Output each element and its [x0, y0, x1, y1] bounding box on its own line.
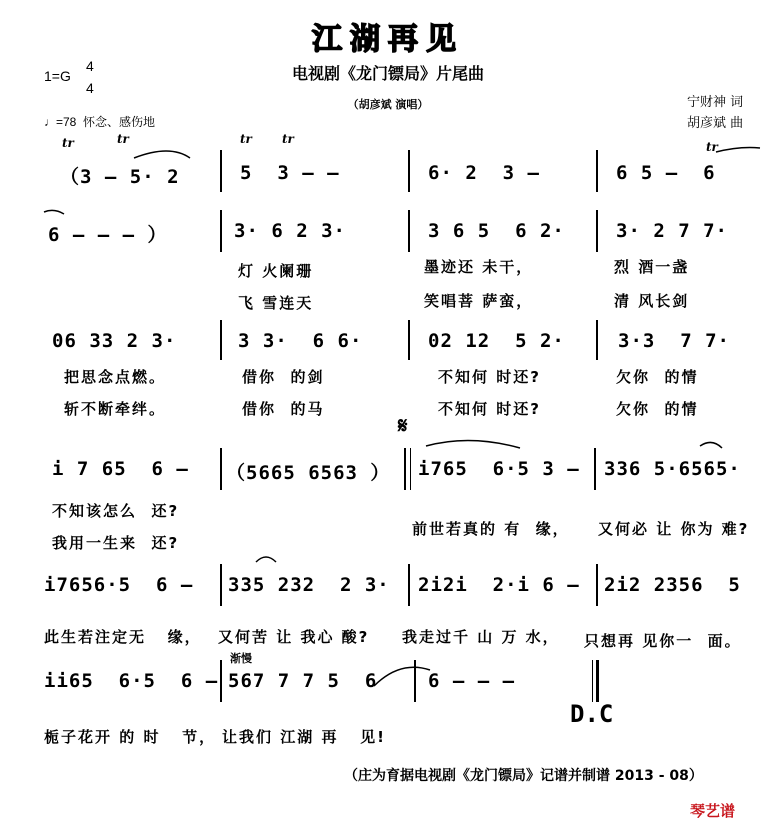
song-subtitle: 电视剧《龙门镖局》片尾曲	[291, 64, 484, 83]
measure-notes: 6 – – – ）	[48, 224, 168, 246]
measure-notes: 567 7 7 5 6	[228, 670, 378, 692]
trill-mark: tr	[706, 140, 718, 154]
lyric-line: 把思念点燃。	[64, 368, 167, 386]
composer-credit: 胡彦斌 曲	[687, 116, 744, 131]
time-signature-bottom: 4	[86, 80, 94, 96]
lyric-line: 不知该怎么 还?	[52, 502, 180, 520]
measure-notes: （3 – 5· 2	[60, 166, 180, 188]
measure-notes: ii65 6·5 6 –	[44, 670, 219, 692]
measure-notes: 3· 2 7 7·	[616, 220, 728, 242]
site-logo: 琴艺谱	[690, 802, 736, 820]
trill-mark: tr	[282, 132, 294, 146]
lyric-line: 飞 雪连天	[238, 294, 314, 312]
lyric-line: 烈 酒一盏	[614, 258, 690, 276]
lyric-line: 此生若注定无 缘，	[44, 628, 202, 646]
lyric-line: 前世若真的 有 缘，	[412, 520, 570, 538]
measure-notes: 6 5 – 6	[616, 162, 716, 184]
ritardando-marking: 渐慢	[230, 652, 252, 665]
measure-notes: 335 232 2 3·	[228, 574, 390, 596]
lyric-line: 栀子花开 的 时 节，	[44, 728, 217, 746]
lyric-line: 欠你 的情	[616, 368, 699, 386]
time-signature-top: 4	[86, 58, 94, 74]
lyric-line: 不知何 时还?	[438, 400, 541, 418]
trill-mark: tr	[117, 132, 129, 146]
measure-notes: （5665 6563 ）	[226, 462, 391, 484]
singer-credit: （胡彦斌 演唱）	[347, 98, 429, 111]
segno-sign: 𝄋	[398, 414, 408, 439]
measure-notes: 2i2 2356 5	[604, 574, 741, 596]
lyric-line: 又何必 让 你为 难?	[598, 520, 750, 538]
trill-mark: tr	[240, 132, 252, 146]
lyric-line: 灯 火阑珊	[238, 262, 314, 280]
lyric-line: 借你 的剑	[242, 368, 325, 386]
song-title: 江湖再见	[312, 22, 464, 57]
lyric-line: 欠你 的情	[616, 400, 699, 418]
lyric-line: 让我们 江湖 再 见!	[222, 728, 386, 746]
measure-notes: 5 3 – –	[240, 162, 340, 184]
trill-mark: tr	[62, 136, 74, 150]
lyric-line: 又何苦 让 我心 酸?	[218, 628, 370, 646]
measure-notes: i7656·5 6 –	[44, 574, 194, 596]
lyric-line: 只想再 见你一 面。	[584, 632, 742, 650]
measure-notes: 3 3· 6 6·	[238, 330, 363, 352]
lyric-line: 我走过千 山 万 水，	[402, 628, 560, 646]
measure-notes: 06 33 2 3·	[52, 330, 177, 352]
measure-notes: 6 – – –	[428, 670, 516, 692]
measure-notes: 02 12 5 2·	[428, 330, 565, 352]
measure-notes: 6· 2 3 –	[428, 162, 540, 184]
measure-notes: i 7 65 6 –	[52, 458, 189, 480]
lyric-line: 墨迹还 未干，	[424, 258, 534, 276]
key-signature: 1=G	[44, 68, 71, 84]
lyric-line: 清 风长剑	[614, 292, 690, 310]
lyric-line: 斩不断牵绊。	[64, 400, 167, 418]
measure-notes: 3· 6 2 3·	[234, 220, 346, 242]
lyricist-credit: 宁财神 词	[687, 95, 744, 110]
tempo-marking: ♩=78 怀念、感伤地	[44, 115, 156, 129]
measure-notes: i765 6·5 3 –	[418, 458, 580, 480]
lyric-line: 我用一生来 还?	[52, 534, 180, 552]
transcription-note: （庄为育据电视剧《龙门镖局》记谱并制谱 2013 - 08）	[344, 768, 703, 784]
measure-notes: 336 5·6565·	[604, 458, 741, 480]
measure-notes: 3 6 5 6 2·	[428, 220, 565, 242]
measure-notes: 2i2i 2·i 6 –	[418, 574, 580, 596]
lyric-line: 借你 的马	[242, 400, 325, 418]
lyric-line: 不知何 时还?	[438, 368, 541, 386]
da-capo-marking: D.C	[570, 700, 614, 728]
measure-notes: 3·3 7 7·	[618, 330, 730, 352]
lyric-line: 笑唱菩 萨蛮，	[424, 292, 534, 310]
